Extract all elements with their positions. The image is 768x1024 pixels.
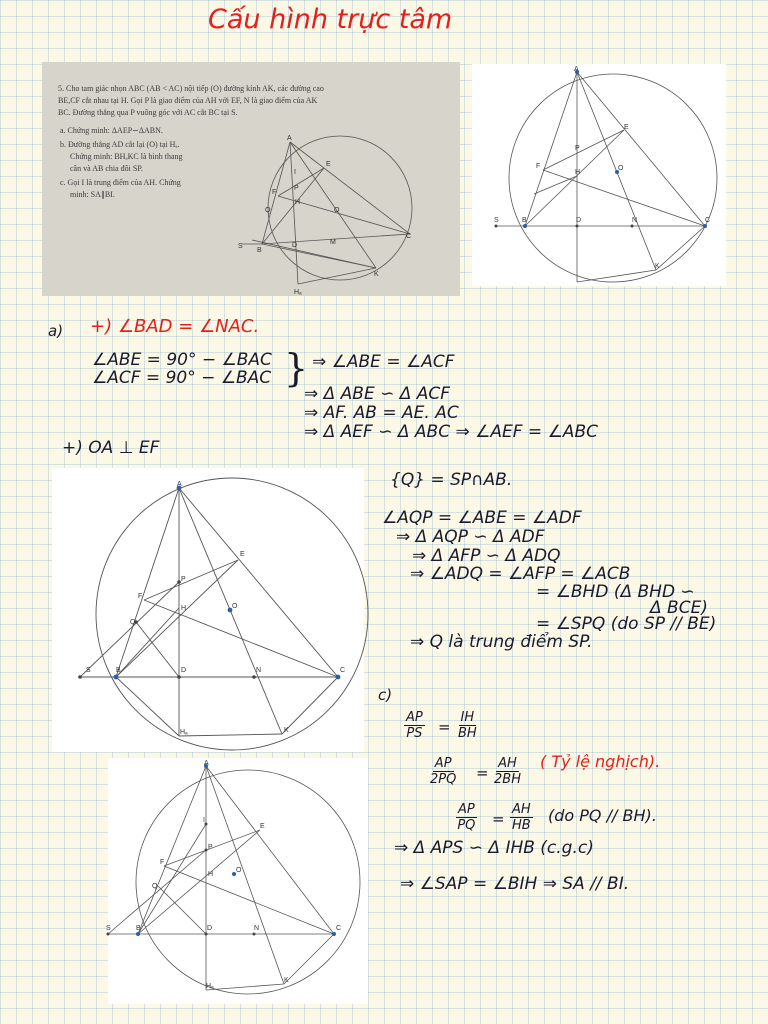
problem-photo [42, 62, 460, 296]
figure-label: K [284, 977, 289, 984]
figure-label: Hₐ [180, 729, 188, 736]
eq-sign: = [476, 764, 489, 782]
frac-num: AP [458, 802, 475, 817]
photo-label: E [326, 161, 331, 168]
figure-label: C [705, 217, 711, 224]
figure-label: D [207, 925, 213, 932]
fraction [458, 710, 477, 741]
problem-item: a. Chứng minh: ΔAEP∽ΔABN. [60, 126, 163, 135]
figure-label: Hₐ [206, 983, 214, 990]
photo-label: Hₐ [294, 289, 302, 296]
eq-sign: = [438, 718, 451, 736]
fraction [456, 802, 477, 833]
figure-label: F [160, 859, 165, 866]
figure-label: O [236, 867, 242, 874]
figure-label: S [494, 217, 499, 224]
figure-label: B [136, 925, 141, 932]
frac-num: AP [406, 710, 423, 725]
frac-num: AP [434, 756, 452, 771]
part-b-l8: = ∠SPQ (do SP // BE) [536, 614, 717, 634]
figure-label: E [260, 823, 265, 830]
photo-label: Q [265, 207, 271, 214]
figure-top [472, 64, 726, 286]
photo-label: M [330, 239, 336, 246]
figure-label: B [116, 667, 121, 674]
figure-label: I [203, 817, 205, 824]
part-b-l1: {Q} = SP∩AB. [390, 470, 513, 490]
part-a-line2: ∠ACF = 90° − ∠BAC [92, 368, 272, 388]
fraction [510, 802, 533, 833]
frac-num: IH [460, 710, 475, 725]
figure-label: K [284, 727, 289, 734]
frac-den: PQ [457, 818, 476, 833]
figure-mid-svg [52, 468, 364, 752]
part-a-line1: ∠ABE = 90° − ∠BAC [92, 350, 272, 370]
problem-line: BE,CF cắt nhau tại H. Gọi P là giao điểm của AH với EF, N là giao điểm của AK [58, 96, 318, 105]
problem-item: cân và AB chia đôi SP. [70, 164, 143, 173]
figure-label: Q [130, 619, 136, 626]
fraction [494, 756, 521, 787]
figure-label: A [204, 760, 209, 767]
figure-label: C [336, 925, 342, 932]
frac-den: 2BH [494, 772, 521, 787]
part-a-step2: +) OA ⊥ EF [62, 438, 160, 458]
photo-label: S [238, 243, 243, 250]
photo-label: H [295, 199, 301, 206]
part-b-l3: ⇒ Δ AQP ∽ Δ ADF [396, 527, 545, 547]
figure-top-svg [472, 64, 726, 286]
part-b-l4: ⇒ Δ AFP ∽ Δ ADQ [412, 546, 561, 566]
part-c-f3-note: (do PQ // BH). [548, 806, 657, 825]
figure-label: D [576, 217, 582, 224]
figure-label: O [618, 165, 624, 172]
part-a-step1: +) ∠BAD = ∠NAC. [90, 316, 260, 337]
part-b-l6: = ∠BHD (Δ BHD ∽ [536, 582, 695, 602]
part-c-l1: ⇒ Δ APS ∽ Δ IHB (c.g.c) [394, 838, 594, 858]
figure-label: E [240, 551, 245, 558]
figure-label: N [256, 667, 262, 674]
part-b-l9: ⇒ Q là trung điểm SP. [410, 632, 593, 652]
frac-num: AH [498, 756, 517, 771]
part-c-label: c) [378, 686, 393, 704]
figure-label: E [624, 124, 629, 131]
problem-line: 5. Cho tam giác nhọn ABC (AB < AC) nội tiếp (O) đường kính AK, các đường cao [58, 84, 324, 93]
photo-label: O [334, 207, 340, 214]
photo-label: A [287, 135, 292, 142]
photo-label: D [292, 242, 298, 249]
brace: } [284, 346, 309, 390]
figure-bottom-svg [108, 758, 368, 1004]
part-a-conc2: ⇒ Δ ABE ∽ Δ ACF [304, 384, 451, 404]
photo-label: B [257, 247, 262, 254]
figure-label: S [86, 667, 91, 674]
photo-label: K [374, 271, 379, 278]
frac-den: BH [458, 726, 477, 741]
eq-sign: = [492, 810, 505, 828]
photo-label: P [294, 185, 299, 192]
figure-label: N [254, 925, 260, 932]
photo-label: F [272, 189, 277, 196]
problem-item: Chứng minh: BHₐKC là hình thang [70, 152, 183, 161]
fraction [404, 710, 425, 741]
figure-label: O [232, 603, 238, 610]
figure-label: S [106, 925, 111, 932]
frac-den: 2PQ [430, 772, 457, 787]
part-b-l2: ∠AQP = ∠ABE = ∠ADF [382, 508, 582, 528]
figure-mid [52, 468, 364, 752]
fraction [430, 756, 456, 787]
part-a-conc4: ⇒ Δ AEF ∽ Δ ABC ⇒ ∠AEF = ∠ABC [304, 422, 598, 442]
page-title: Cấu hình trực tâm [208, 4, 453, 35]
figure-label: D [181, 667, 187, 674]
figure-label: A [574, 66, 579, 73]
frac-den: PS [406, 726, 423, 741]
figure-label: P [208, 844, 213, 851]
problem-item: b. Đường thẳng AD cắt lại (O) tại Hₐ. [60, 140, 180, 149]
problem-item: minh: SA∥BI. [70, 190, 115, 199]
frac-num: AH [512, 802, 531, 817]
photo-label: C [406, 233, 412, 240]
part-b-l7: Δ BCE) [650, 598, 708, 618]
figure-label: P [181, 576, 186, 583]
figure-label: P [575, 145, 580, 152]
photo-label: I [294, 169, 296, 176]
figure-label: B [522, 217, 527, 224]
problem-line: BC. Đường thẳng qua P vuông góc với AC cắt BC tại S. [58, 108, 238, 117]
figure-label: A [177, 481, 182, 488]
figure-label: F [138, 593, 143, 600]
part-b-l5: ⇒ ∠ADQ = ∠AFP = ∠ACB [410, 564, 631, 584]
figure-label: H [208, 871, 214, 878]
part-a-conc1: ⇒ ∠ABE = ∠ACF [312, 352, 455, 372]
figure-bottom [108, 758, 368, 1004]
part-c-note: ( Tỷ lệ nghịch). [540, 752, 661, 771]
part-a-conc3: ⇒ AF. AB = AE. AC [304, 403, 459, 423]
problem-item: c. Gọi I là trung điểm của AH. Chứng [60, 178, 181, 187]
figure-label: C [340, 667, 346, 674]
figure-label: K [655, 263, 660, 270]
frac-den: HB [511, 818, 531, 833]
figure-label: N [632, 217, 638, 224]
part-a-label: a) [48, 322, 64, 340]
figure-label: Q [152, 883, 158, 890]
part-c-l2: ⇒ ∠SAP = ∠BIH ⇒ SA // BI. [400, 874, 630, 894]
figure-label: H [575, 169, 581, 176]
figure-label: F [536, 163, 541, 170]
figure-label: H [181, 605, 187, 612]
